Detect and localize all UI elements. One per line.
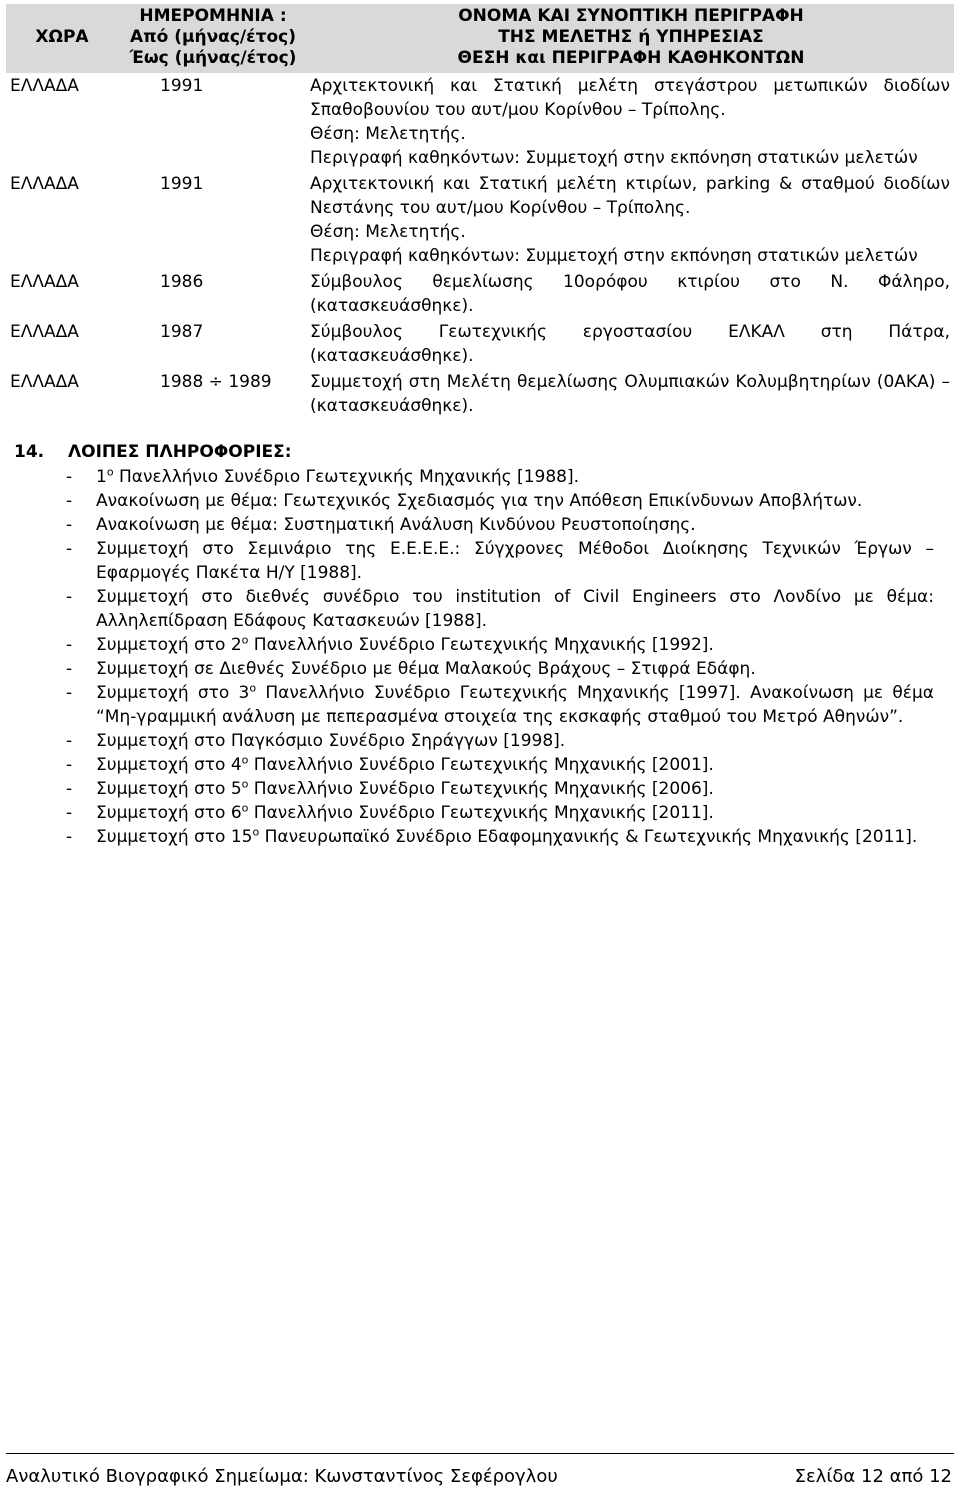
- cell-description: [308, 319, 954, 369]
- list-dash: -: [66, 635, 73, 655]
- item-text: Πανελλήνιο Συνέδριο Γεωτεχνικής Μηχανικής [1997]. Ανακοίνωση με θέμα “Μη-γραμμική ανάλυση με πεπερασμένα στοιχεία της εκσκαφής σταθμού του Μετρό Αθηνών”.: [96, 683, 934, 727]
- list-item: [14, 681, 934, 729]
- item-superscript: ο: [241, 753, 249, 767]
- cell-period: 1987: [160, 322, 204, 342]
- project-duties: Περιγραφή καθηκόντων: Συμμετοχή στην εκπόνηση στατικών μελετών: [310, 148, 918, 168]
- section-heading: [14, 441, 934, 465]
- cell-period: 1991: [160, 76, 204, 96]
- header-description-line: ΘΕΣΗ και ΠΕΡΙΓΡΑΦΗ ΚΑΘΗΚΟΝΤΩΝ: [457, 48, 805, 68]
- table-row: [6, 319, 954, 369]
- item-text: Συμμετοχή στο Σεμινάριο της Ε.Ε.Ε.Ε.: Σύγχρονες Μέθοδοι Διοίκησης Τεχνικών Έργων – Εφαρμογές Πακέτα Η/Υ [1988].: [96, 539, 934, 583]
- table-row: [6, 369, 954, 419]
- list-item: [14, 465, 934, 489]
- cell-period: 1991: [160, 174, 204, 194]
- item-text: Συμμετοχή σε Διεθνές Συνέδριο με θέμα Μαλακούς Βράχους – Στιφρά Εδάφη.: [96, 659, 756, 679]
- list-item: [14, 633, 934, 657]
- item-text: Πανελλήνιο Συνέδριο Γεωτεχνικής Μηχανικής [1992].: [248, 635, 714, 655]
- project-position: Θέση: Μελετητής.: [310, 124, 466, 144]
- list-dash: -: [66, 803, 73, 823]
- cell-country: ΕΛΛΑΔΑ: [10, 174, 79, 194]
- list-dash: -: [66, 467, 73, 487]
- item-text: Συμμετοχή στο Παγκόσμιο Συνέδριο Σηράγγων [1998].: [96, 731, 566, 751]
- item-text: Συμμετοχή στο 2: [96, 635, 242, 655]
- item-text: Πανελλήνιο Συνέδριο Γεωτεχνικής Μηχανικής [2006].: [248, 779, 714, 799]
- footer-document-title: Αναλυτικό Βιογραφικό Σημείωμα: Κωνσταντίνος Σεφέρογλου: [6, 1466, 558, 1487]
- cell-description: [308, 171, 954, 269]
- list-item: [14, 753, 934, 777]
- list-dash: -: [66, 755, 73, 775]
- table-header-row: [6, 4, 954, 73]
- project-position: Θέση: Μελετητής.: [310, 222, 466, 242]
- item-text: Συμμετοχή στο 5: [96, 779, 242, 799]
- header-country: ΧΩΡΑ: [6, 4, 118, 73]
- item-text: 1: [96, 467, 107, 487]
- list-item: [14, 729, 934, 753]
- item-superscript: ο: [241, 801, 249, 815]
- cell-country: ΕΛΛΑΔΑ: [10, 322, 79, 342]
- item-text: Συμμετοχή στο 15: [96, 827, 253, 847]
- item-text: Πανελλήνιο Συνέδριο Γεωτεχνικής Μηχανικής [2001].: [248, 755, 714, 775]
- table-row: [6, 269, 954, 319]
- item-text: Συμμετοχή στο διεθνές συνέδριο του institution of Civil Engineers στο Λονδίνο με θέμα: Αλληλεπίδραση Εδάφους Κατασκευών [1988].: [96, 587, 934, 631]
- header-period-line: ΗΜΕΡΟΜΗΝΙΑ :: [139, 6, 287, 26]
- item-text: Πανελλήνιο Συνέδριο Γεωτεχνικής Μηχανικής [1988].: [113, 467, 579, 487]
- list-dash: -: [66, 515, 73, 535]
- header-period-line: Από (μήνας/έτος): [130, 27, 296, 47]
- item-text: Συμμετοχή στο 6: [96, 803, 242, 823]
- project-title: Σύμβουλος Γεωτεχνικής εργοστασίου ΕΛΚΑΛ στη Πάτρα, (κατασκευάσθηκε).: [310, 322, 950, 366]
- cell-description: [308, 73, 954, 171]
- project-title: Σύμβουλος θεμελίωσης 10ορόφου κτιρίου στο Ν. Φάληρο, (κατασκευάσθηκε).: [310, 272, 950, 316]
- work-experience-table: [6, 4, 954, 419]
- cell-description: [308, 269, 954, 319]
- item-superscript: ο: [241, 777, 249, 791]
- header-description-line: ΟΝΟΜΑ ΚΑΙ ΣΥΝΟΠΤΙΚΗ ΠΕΡΙΓΡΑΦΗ: [458, 6, 804, 26]
- section-number: 14.: [14, 442, 45, 462]
- list-dash: -: [66, 827, 73, 847]
- item-text: Συμμετοχή στο 4: [96, 755, 242, 775]
- other-info-list: [14, 465, 934, 849]
- cell-country: ΕΛΛΑΔΑ: [10, 372, 79, 392]
- list-dash: -: [66, 587, 73, 607]
- cell-country: ΕΛΛΑΔΑ: [10, 76, 79, 96]
- item-text: Ανακοίνωση με θέμα: Συστηματική Ανάλυση Κινδύνου Ρευστοποίησης.: [96, 515, 696, 535]
- list-item: [14, 489, 934, 513]
- item-superscript: ο: [241, 633, 249, 647]
- list-dash: -: [66, 731, 73, 751]
- table-row: [6, 171, 954, 269]
- project-title: Αρχιτεκτονική και Στατική μελέτη στεγάστρου μετωπικών διοδίων Σπαθοβουνίου του αυτ/μου Κορίνθου – Τρίπολης.: [310, 76, 950, 120]
- cell-period: 1988 ÷ 1989: [160, 372, 272, 392]
- other-info-section: [14, 441, 934, 849]
- item-superscript: ο: [249, 681, 257, 695]
- item-superscript: ο: [252, 825, 260, 839]
- footer-divider: [6, 1453, 954, 1454]
- list-dash: -: [66, 659, 73, 679]
- item-superscript: ο: [106, 465, 114, 479]
- cell-description: [308, 369, 954, 419]
- list-dash: -: [66, 491, 73, 511]
- list-item: [14, 825, 934, 849]
- project-duties: Περιγραφή καθηκόντων: Συμμετοχή στην εκπόνηση στατικών μελετών: [310, 246, 918, 266]
- list-dash: -: [66, 779, 73, 799]
- item-text: Πανευρωπαϊκό Συνέδριο Εδαφομηχανικής & Γεωτεχνικής Μηχανικής [2011].: [259, 827, 918, 847]
- footer-page-number: Σελίδα 12 από 12: [794, 1466, 952, 1487]
- project-title: Αρχιτεκτονική και Στατική μελέτη κτιρίων, parking & σταθμού διοδίων Νεστάνης του αυτ/μου Κορίνθου – Τρίπολης.: [310, 174, 950, 218]
- list-item: [14, 657, 934, 681]
- cell-period: 1986: [160, 272, 204, 292]
- item-text: Συμμετοχή στο 3: [96, 683, 250, 703]
- cell-country: ΕΛΛΑΔΑ: [10, 272, 79, 292]
- list-item: [14, 801, 934, 825]
- header-description: [308, 4, 954, 73]
- section-title: ΛΟΙΠΕΣ ΠΛΗΡΟΦΟΡΙΕΣ:: [68, 442, 292, 462]
- list-item: [14, 513, 934, 537]
- list-item: [14, 777, 934, 801]
- item-text: Ανακοίνωση με θέμα: Γεωτεχνικός Σχεδιασμός για την Απόθεση Επικίνδυνων Αποβλήτων.: [96, 491, 863, 511]
- list-item: [14, 537, 934, 585]
- project-title: Συμμετοχή στη Μελέτη θεμελίωσης Ολυμπιακών Κολυμβητηρίων (0ΑΚΑ) – (κατασκευάσθηκε).: [310, 372, 950, 416]
- header-period: [118, 4, 308, 73]
- list-dash: -: [66, 683, 73, 703]
- header-period-line: Έως (μήνας/έτος): [129, 48, 297, 68]
- item-text: Πανελλήνιο Συνέδριο Γεωτεχνικής Μηχανικής [2011].: [248, 803, 714, 823]
- header-description-line: ΤΗΣ ΜΕΛΕΤΗΣ ή ΥΠΗΡΕΣΙΑΣ: [498, 27, 764, 47]
- list-dash: -: [66, 539, 73, 559]
- list-item: [14, 585, 934, 633]
- table-row: [6, 73, 954, 171]
